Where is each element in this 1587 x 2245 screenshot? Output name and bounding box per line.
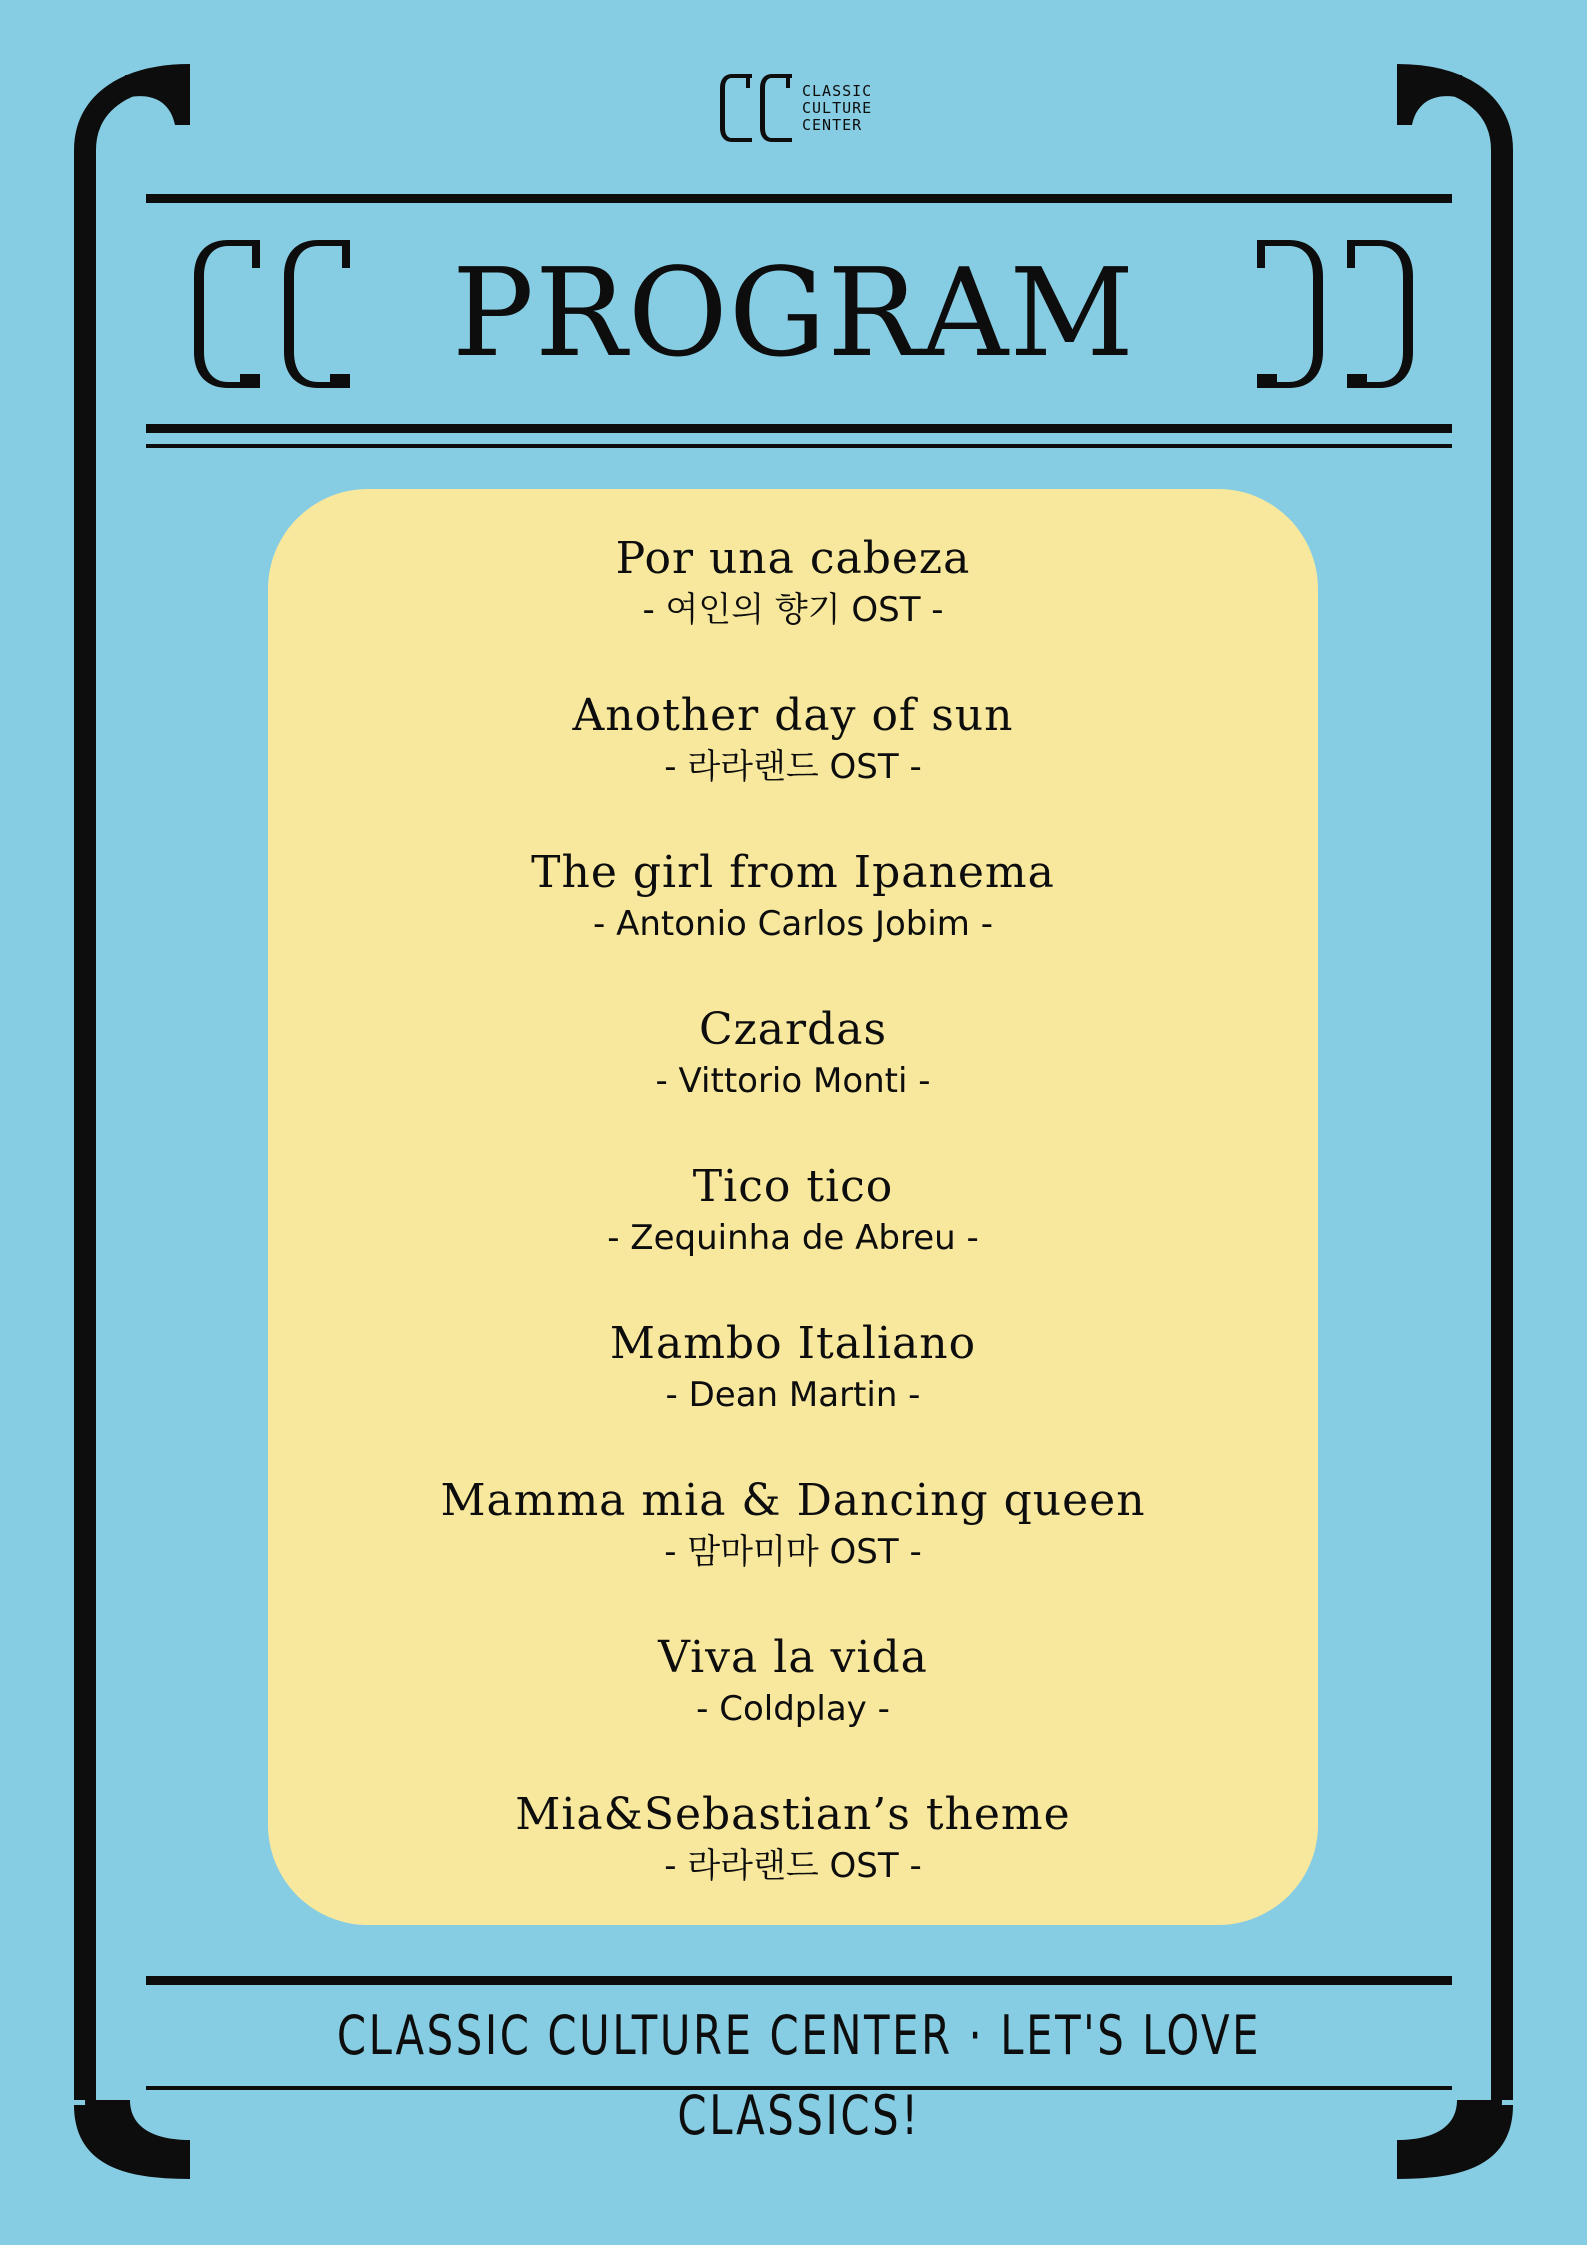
header-bottom-rule-thin (146, 444, 1452, 448)
piece-title: The girl from Ipanema (531, 847, 1055, 898)
piece-credit: - Vittorio Monti - (655, 1061, 931, 1101)
piece-title: Tico tico (692, 1161, 894, 1212)
program-panel (268, 489, 1318, 1925)
program-item (268, 686, 1318, 843)
cc-glyph-right-icon (1247, 236, 1417, 392)
header-top-rule (146, 194, 1452, 203)
program-item (268, 1314, 1318, 1471)
piece-title: Another day of sun (572, 690, 1014, 741)
piece-credit: - Antonio Carlos Jobim - (593, 904, 993, 944)
program-item (268, 843, 1318, 1000)
program-item (268, 1785, 1318, 1942)
cc-glyph-left-icon (190, 236, 360, 392)
piece-title: Mamma mia & Dancing queen (440, 1475, 1146, 1526)
brand-logo (718, 72, 872, 144)
program-list (268, 489, 1318, 1942)
logo-line: CLASSIC (802, 81, 873, 100)
logo-line: CULTURE (802, 98, 873, 117)
program-item (268, 1628, 1318, 1785)
program-item (268, 1157, 1318, 1314)
piece-credit: - 라라랜드 OST - (664, 747, 922, 787)
piece-credit: - Zequinha de Abreu - (607, 1218, 979, 1258)
footer-slogan: CLASSIC CULTURE CENTER · LET'S LOVE CLASSICS! (336, 2004, 1262, 2147)
piece-title: Mia&Sebastian’s theme (515, 1789, 1071, 1840)
footer-top-rule (146, 1976, 1452, 1985)
program-item (268, 1000, 1318, 1157)
header-bottom-rule-thick (146, 424, 1452, 433)
piece-credit: - 라라랜드 OST - (664, 1846, 922, 1886)
piece-credit: - Dean Martin - (665, 1375, 921, 1415)
logo-wordmark (802, 83, 872, 134)
cc-logo-icon (718, 72, 796, 144)
page-title: PROGRAM (451, 242, 1136, 384)
piece-title: Viva la vida (658, 1632, 928, 1683)
logo-line: CENTER (802, 115, 863, 134)
program-item (268, 529, 1318, 686)
piece-title: Mambo Italiano (609, 1318, 977, 1369)
piece-credit: - Coldplay - (696, 1689, 890, 1729)
piece-title: Por una cabeza (615, 533, 971, 584)
piece-credit: - 맘마미마 OST - (664, 1532, 922, 1572)
piece-title: Czardas (698, 1004, 888, 1055)
piece-credit: - 여인의 향기 OST - (642, 590, 944, 630)
program-item (268, 1471, 1318, 1628)
